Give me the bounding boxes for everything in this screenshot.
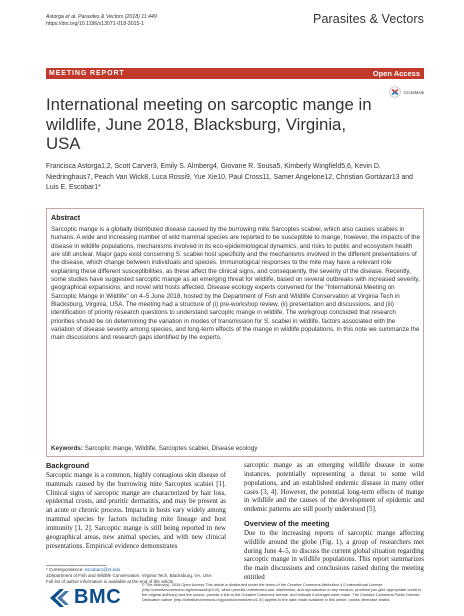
left-text-column (46, 462, 226, 551)
citation-line: Astorga et al. Parasites & Vectors (2018) 11:449 (46, 14, 157, 20)
license-text: © The Author(s). 2018 Open Access This article is distributed under the terms of the Creative Commons Attribution 4.0 International License (http://creativecommons.org/licenses/by/4.0/), which permits unrestricted use, distribution, and reproduction in any medium, provided you give appropriate credit to the original author(s) and the source, provide a link to the Creative Commons license, and indicate if changes were made. The Creative Commons Public Domain Dedication waiver (http://creativecommons.org/publicdomain/zero/1.0/) applies to the data made available in this article, unless otherwise stated. (142, 582, 422, 603)
author-list: Francisca Astorga1,2, Scott Carver3, Emily S. Almberg4, Giovane R. Sousa5, Kimberly Wingfield5,6, Kevin D. Niedringhaus7, Peach Van Wick8, Luca Rossi9, Yue Xie10, Paul Cross11, Samer Angelone12, Christian Gortázar13 and Luis E. Escobar1* (46, 163, 413, 192)
overview-heading: Overview of the meeting (244, 519, 330, 529)
emerging-disease-text: sarcoptic mange as an emerging wildlife disease in some instances, potentially representing a threat to some wild populations, and an established endemic disease in many other cases [3, 4]. However, the potential long-term effects of mange in wildlife and the causes of the development of epidemic and endemic patterns are still poorly understood [5]. (244, 462, 424, 514)
overview-text: Due to the increasing reports of sarcoptic mange affecting wildlife around the globe (Fig. 1), a group of researchers met during June 4–5, to discuss the current global situation regarding sarcoptic mange in wildlife populations. This report summarizes the main discussions and conclusions raised during the meeting entitled (244, 529, 424, 582)
abstract-heading: Abstract (51, 213, 81, 222)
journal-name: Parasites & Vectors (313, 12, 424, 26)
footnote-divider (46, 565, 106, 566)
open-access-label: Open Access (372, 69, 420, 78)
article-type-label: MEETING REPORT (49, 70, 125, 77)
correspondence-email[interactable]: escobar1@vt.edu (84, 567, 121, 572)
keywords-label: Keywords: (51, 445, 83, 452)
abstract-box (46, 208, 424, 457)
doi-link[interactable]: https://doi.org/10.1186/s13071-018-3015-1 (46, 21, 144, 27)
correspondence-label: * Correspondence: (46, 567, 84, 572)
affiliation-text: 1Department of Fish and Wildlife Conservation, Virginia Tech, Blacksburg, VA, USA (46, 573, 212, 579)
background-text: Sarcoptic mange is a common, highly contagious skin disease of mammals caused by the burrowing mite Sarcoptes scabiei [1]. Clinical signs of sarcoptic mange are characterized by hair loss, epidermal crusts, and pruritic dermatitis, and may be present as an acute or chronic process. Impacts in hosts vary widely among mammal species by factors including mite lineage and host immunity [1, 2]. Sarcoptic mange is still being reported in new geographical areas, new animal species, and with new clinical presentations. Empirical evidence demonstrates (46, 471, 226, 550)
author-info-note: Full list of author information is available at the end of the article (46, 579, 174, 585)
abstract-text: Sarcoptic mange is a globally distributed disease caused by the burrowing mite Sarcoptes scabiei, which also causes scabies in humans. A wide and increasing number of wild mammal species are reported to be susceptible to mange; however, the impacts of the disease in wildlife populations, mechanisms involved in its eco-epidemiological dynamics, and risks to public and ecosystem health are still unclear. Major gaps exist concerning S. scabiei host specificity and the mechanisms involved in the different presentations of the disease, which change between individuals and species. Immunological responses to the mite may have a relevant role explaining these different susceptibilities, as these affect the clinical signs, and consequently, the severity of the disease. Recently, some studies have suggested sarcoptic mange as an emerging threat for wildlife, based on several outbreaks with increased severity, geographical expansions, and novel wild hosts affected. Disease ecology experts convened for the "International Meeting on Sarcoptic Mange in Wildlife" on 4–5 June 2018, hosted by the Department of Fish and Wildlife Conservation at Virginia Tech in Blacksburg, Virginia, USA. The meeting had a structure of (i) pre-workshop review, (ii) presentation and discussions, and (iii) identification of priority research questions to understand sarcoptic mange in wildlife. The workgroup concluded that research priorities should be on determining the variation in modes of transmission for S. scabiei in wildlife, factors associated with the variation of disease severity among species, and long-term effects of the mange in wildlife populations. In this note we summarize the main discussions and research gaps identified by the experts. (51, 226, 420, 342)
bmc-logo-text: BMC (74, 586, 122, 608)
right-text-column (244, 462, 424, 583)
article-type-banner (46, 68, 424, 79)
crossmark-icon (389, 86, 401, 98)
keywords-line (51, 445, 420, 452)
bmc-logo (48, 586, 121, 609)
background-heading: Background (46, 461, 90, 470)
keywords-list: Sarcoptic mange, Wildlife, Sarcoptes scabiei, Disease ecology (84, 445, 258, 452)
page-header-citation (46, 14, 157, 28)
crossmark-badge[interactable] (389, 86, 424, 98)
bmc-chevron-icon (48, 587, 70, 609)
crossmark-label: CrossMark (404, 89, 425, 95)
article-title: International meeting on sarcoptic mange in wildlife, June 2018, Blacksburg, Virginia, USA (46, 95, 372, 153)
